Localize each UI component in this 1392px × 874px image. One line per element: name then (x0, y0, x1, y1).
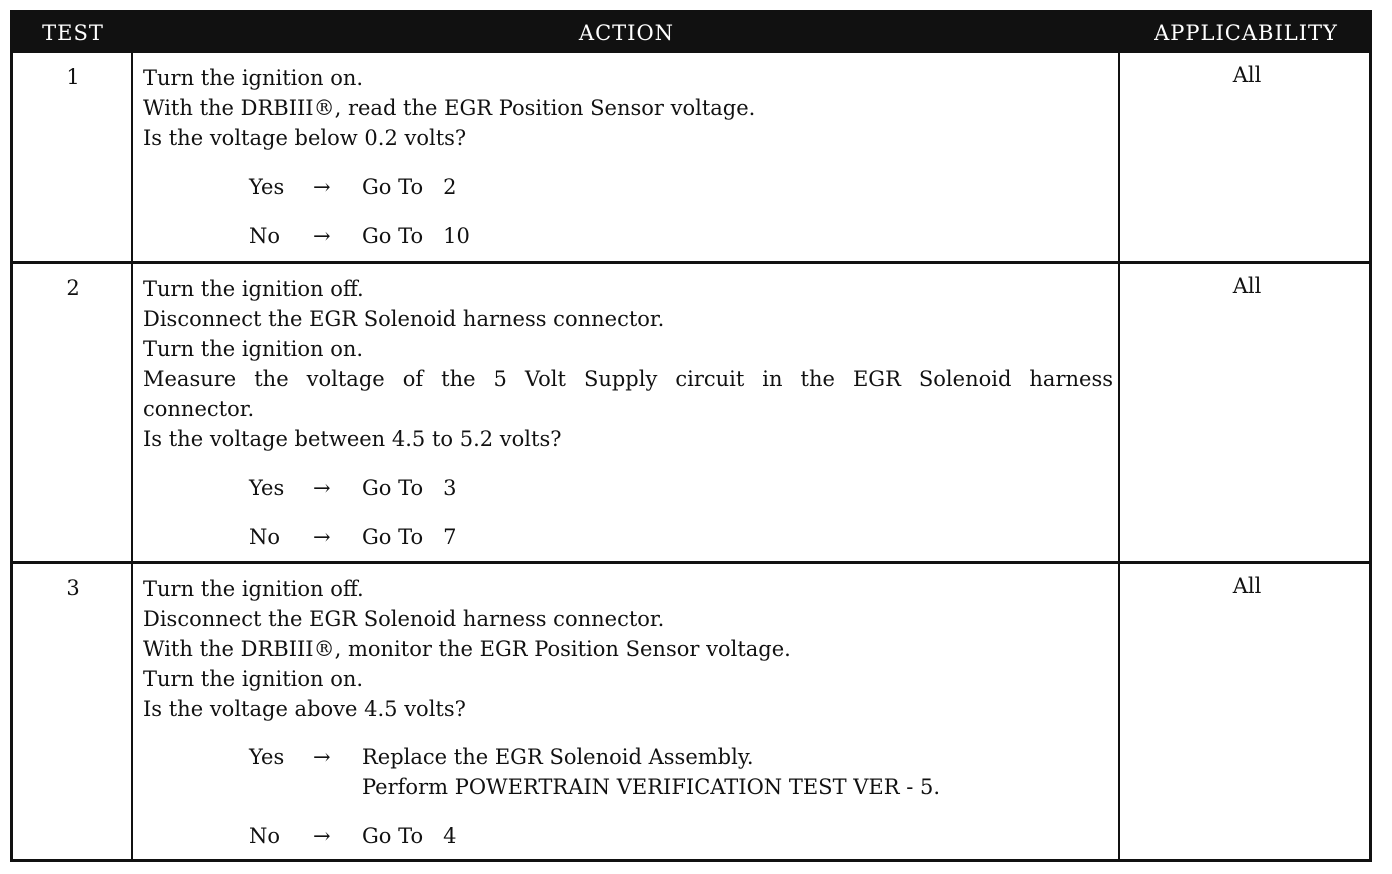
arrow-icon: → (313, 745, 331, 769)
no-result: Go To 4 (362, 824, 457, 848)
column-divider (131, 13, 133, 859)
yes-label: Yes (249, 476, 285, 500)
yes-result: Go To 3 (362, 476, 457, 500)
yes-label: Yes (249, 175, 285, 199)
action-step: With the DRBIII®, read the EGR Position Sensor voltage. (143, 96, 756, 120)
action-step: Disconnect the EGR Solenoid harness connector. (143, 307, 665, 331)
action-step: Disconnect the EGR Solenoid harness connector. (143, 607, 665, 631)
action-step: Turn the ignition off. (143, 577, 364, 601)
header-applicability: APPLICABILITY (1154, 21, 1338, 45)
diagnostic-table (10, 10, 1372, 862)
header-test: TEST (42, 21, 104, 45)
action-step: Turn the ignition on. (143, 66, 364, 90)
header-action: ACTION (578, 21, 675, 45)
arrow-icon: → (313, 175, 331, 199)
yes-result: Replace the EGR Solenoid Assembly. (362, 745, 754, 769)
row-divider (13, 261, 1369, 264)
yes-result-line-2: Perform POWERTRAIN VERIFICATION TEST VER - 5. (362, 775, 941, 799)
test-number: 1 (66, 65, 80, 89)
yes-result: Go To 2 (362, 175, 457, 199)
action-step: Is the voltage between 4.5 to 5.2 volts? (143, 427, 562, 451)
no-label: No (249, 824, 281, 848)
action-step: Is the voltage below 0.2 volts? (143, 126, 467, 150)
action-step: Measure the voltage of the 5 Volt Supply circuit in the EGR Solenoid harness connector. (143, 367, 1113, 421)
action-steps (143, 574, 1113, 724)
applicability: All (1232, 63, 1262, 87)
no-result: Go To 7 (362, 525, 457, 549)
action-step: Is the voltage above 4.5 volts? (143, 697, 466, 721)
arrow-icon: → (313, 824, 331, 848)
action-steps (143, 274, 1113, 454)
action-step: Turn the ignition off. (143, 277, 364, 301)
applicability: All (1232, 574, 1262, 598)
arrow-icon: → (313, 476, 331, 500)
test-number: 2 (66, 276, 80, 300)
arrow-icon: → (313, 224, 331, 248)
arrow-icon: → (313, 525, 331, 549)
applicability: All (1232, 274, 1262, 298)
action-step: With the DRBIII®, monitor the EGR Position Sensor voltage. (143, 637, 791, 661)
column-divider (1118, 13, 1120, 859)
table-header (13, 13, 1369, 53)
action-steps (143, 63, 1113, 153)
test-number: 3 (66, 576, 80, 600)
yes-label: Yes (249, 745, 285, 769)
no-label: No (249, 525, 281, 549)
no-label: No (249, 224, 281, 248)
row-divider (13, 561, 1369, 564)
action-step: Turn the ignition on. (143, 667, 364, 691)
action-step: Turn the ignition on. (143, 337, 364, 361)
no-result: Go To 10 (362, 224, 470, 248)
